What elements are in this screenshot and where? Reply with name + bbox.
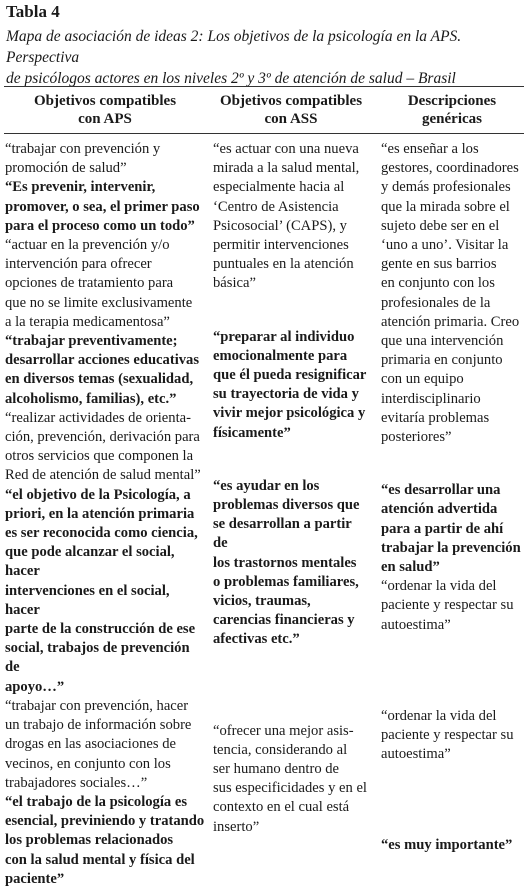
table-cell-entry xyxy=(213,140,369,294)
header-line: genéricas xyxy=(422,111,482,127)
entry-line: permitir intervenciones xyxy=(213,237,349,254)
caption-line: de psicólogos actores en los niveles 2º y 3º de atención de salud – Brasil xyxy=(6,70,456,87)
entry-line: gestores, coordinadores xyxy=(381,160,519,177)
table-caption xyxy=(6,26,522,89)
entry-line: intervenciones en el social, hacer xyxy=(5,582,170,618)
entry-line: paciente y respectar su xyxy=(381,597,514,614)
entry-line: puntuales en la atención xyxy=(213,256,354,273)
entry-line: o problemas familiares, xyxy=(213,573,359,590)
table-cell-entry xyxy=(381,577,523,635)
entry-line: trabajar la prevención xyxy=(381,539,521,556)
entry-line: opciones de tratamiento para xyxy=(5,275,174,292)
entry-line: primaria en conjunto xyxy=(381,352,503,369)
entry-line: físicamente” xyxy=(213,424,291,441)
entry-line: “trabajar con prevención y xyxy=(5,141,161,157)
entry-line: “preparar al individuo xyxy=(213,328,355,345)
entry-line: con un equipo xyxy=(381,371,464,388)
entry-line: que él pueda resignificar xyxy=(213,367,367,384)
table-cell-entry xyxy=(5,486,205,697)
entry-line: promoción de salud” xyxy=(5,160,127,177)
column-aps xyxy=(5,140,205,889)
column-ass xyxy=(213,140,369,837)
table-title: Tabla 4 xyxy=(6,2,60,21)
header-line: Objetivos compatibles xyxy=(219,93,363,109)
entry-line: en salud” xyxy=(381,559,440,576)
entry-line: que pode alcanzar el social, hacer xyxy=(5,544,175,580)
entry-line: “trabajar con prevención, hacer xyxy=(5,697,189,714)
entry-line: en conjunto con los xyxy=(381,275,495,292)
entry-line: alcoholismo, familias), etc.” xyxy=(5,390,177,407)
entry-line: “es enseñar a los xyxy=(381,141,479,157)
entry-line: promover, o sea, el primer paso xyxy=(5,198,200,215)
table-cell-entry xyxy=(5,793,205,889)
entry-line: básica” xyxy=(213,275,256,292)
entry-line: trabajadores sociales…” xyxy=(5,774,148,791)
table-cell-entry xyxy=(5,178,205,236)
entry-line: sus especificidades y en el xyxy=(213,780,367,797)
entry-line: se desarrollan a partir de xyxy=(213,516,352,552)
header-line: con APS xyxy=(78,111,132,127)
entry-line: “el objetivo de la Psicología, a xyxy=(5,486,191,503)
entry-line: sujeto debe ser en el xyxy=(381,217,500,234)
header-ass xyxy=(205,92,377,128)
entry-line: autoestima” xyxy=(381,746,451,763)
entry-line: ‘uno a uno’. Visitar la xyxy=(381,237,509,254)
entry-line: “Es prevenir, intervenir, xyxy=(5,179,156,196)
entry-line: y demás profesionales xyxy=(381,179,511,196)
entry-line: para a partir de ahí xyxy=(381,520,504,537)
header-line: Objetivos compatibles xyxy=(33,93,177,109)
entry-line: interdisciplinario xyxy=(381,390,481,407)
entry-line: “es muy importante” xyxy=(381,837,513,854)
entry-line: “es desarrollar una xyxy=(381,482,501,499)
entry-line: que una intervención xyxy=(381,333,504,350)
entry-line: “ordenar la vida del xyxy=(381,707,497,724)
entry-line: contexto en el cual está xyxy=(213,799,350,816)
entry-line: emocionalmente para xyxy=(213,347,348,364)
table-cell-entry xyxy=(5,140,205,178)
entry-line: intervención para ofrecer xyxy=(5,256,152,273)
header-line: Descripciones xyxy=(407,93,497,109)
table-cell-entry xyxy=(381,707,523,765)
entry-line: los trastornos mentales xyxy=(213,554,357,571)
header-rule xyxy=(4,133,524,134)
table-cell-entry xyxy=(5,332,205,409)
entry-line: un trabajo de información sobre xyxy=(5,717,192,734)
entry-line: profesionales de la xyxy=(381,294,491,311)
entry-line: paciente y respectar su xyxy=(381,727,514,744)
entry-line: en diversos temas (sexualidad, xyxy=(5,371,194,388)
entry-line: “ofrecer una mejor asis- xyxy=(213,722,354,739)
table-cell-entry xyxy=(213,722,369,837)
table-cell-entry xyxy=(5,236,205,332)
entry-line: que la mirada sobre el xyxy=(381,198,510,215)
entry-line: “es ayudar en los xyxy=(213,477,320,494)
entry-line: “el trabajo de la psicología es xyxy=(5,793,188,810)
entry-line: su trayectoria de vida y xyxy=(213,386,359,403)
entry-line: afectivas etc.” xyxy=(213,631,300,648)
entry-line: evitaría problemas xyxy=(381,409,490,426)
table-cell-entry xyxy=(5,409,205,486)
entry-line: posteriores” xyxy=(381,429,452,446)
table-cell-entry xyxy=(381,836,523,855)
entry-line: gente en sus barrios xyxy=(381,256,497,273)
entry-line: atención primaria. Creo xyxy=(381,313,520,330)
entry-line: esencial, previniendo y tratando xyxy=(5,813,205,830)
entry-line: mirada a la salud mental, xyxy=(213,160,360,177)
entry-line: “realizar actividades de orienta- xyxy=(5,409,191,426)
header-descripciones xyxy=(377,92,527,128)
entry-line: parte de la construcción de ese xyxy=(5,621,196,638)
entry-line: atención advertida xyxy=(381,501,498,518)
entry-line: “actuar en la prevención y/o xyxy=(5,237,170,254)
entry-line: paciente” xyxy=(5,870,65,887)
column-descripciones xyxy=(381,140,523,856)
top-rule xyxy=(4,86,524,87)
entry-line: a la terapia medicamentosa” xyxy=(5,313,170,330)
entry-line: otros servicios que componen la xyxy=(5,448,194,465)
entry-line: para el proceso como un todo” xyxy=(5,217,195,234)
table-cell-entry xyxy=(381,140,523,447)
table-cell-entry xyxy=(213,477,369,650)
entry-line: Psicosocial’ (CAPS), y xyxy=(213,217,347,234)
entry-line: vivir mejor psicológica y xyxy=(213,405,366,422)
entry-line: Red de atención de salud mental” xyxy=(5,467,201,484)
entry-line: “trabajar preventivamente; xyxy=(5,333,178,350)
entry-line: social, trabajos de prevención de xyxy=(5,640,190,676)
entry-line: problemas diversos que xyxy=(213,497,360,514)
entry-line: con la salud mental y física del xyxy=(5,851,195,868)
entry-line: priori, en la atención primaria xyxy=(5,505,195,522)
entry-line: que no se limite exclusivamente xyxy=(5,294,193,311)
entry-line: ser humano dentro de xyxy=(213,761,340,778)
table-cell-entry xyxy=(381,481,523,577)
entry-line: “ordenar la vida del xyxy=(381,578,497,595)
header-aps xyxy=(5,92,205,128)
entry-line: desarrollar acciones educativas xyxy=(5,352,200,369)
entry-line: ‘Centro de Asistencia xyxy=(213,198,339,215)
entry-line: “es actuar con una nueva xyxy=(213,141,359,157)
entry-line: especialmente hacia al xyxy=(213,179,345,196)
entry-line: drogas en las asociaciones de xyxy=(5,736,177,753)
entry-line: vicios, traumas, xyxy=(213,593,311,610)
entry-line: carencias financieras y xyxy=(213,612,355,629)
entry-line: inserto” xyxy=(213,818,260,835)
entry-line: vecinos, en conjunto con los xyxy=(5,755,171,772)
entry-line: tencia, considerando al xyxy=(213,741,348,758)
header-line: con ASS xyxy=(264,111,318,127)
entry-line: ción, prevención, derivación para xyxy=(5,429,200,446)
entry-line: los problemas relacionados xyxy=(5,832,174,849)
entry-line: apoyo…” xyxy=(5,678,65,695)
table-cell-entry xyxy=(213,328,369,443)
entry-line: autoestima” xyxy=(381,616,451,633)
entry-line: es ser reconocida como ciencia, xyxy=(5,525,198,542)
table-cell-entry xyxy=(5,697,205,793)
caption-line: Mapa de asociación de ideas 2: Los objetivos de la psicología en la APS. Perspectiva xyxy=(6,28,462,66)
